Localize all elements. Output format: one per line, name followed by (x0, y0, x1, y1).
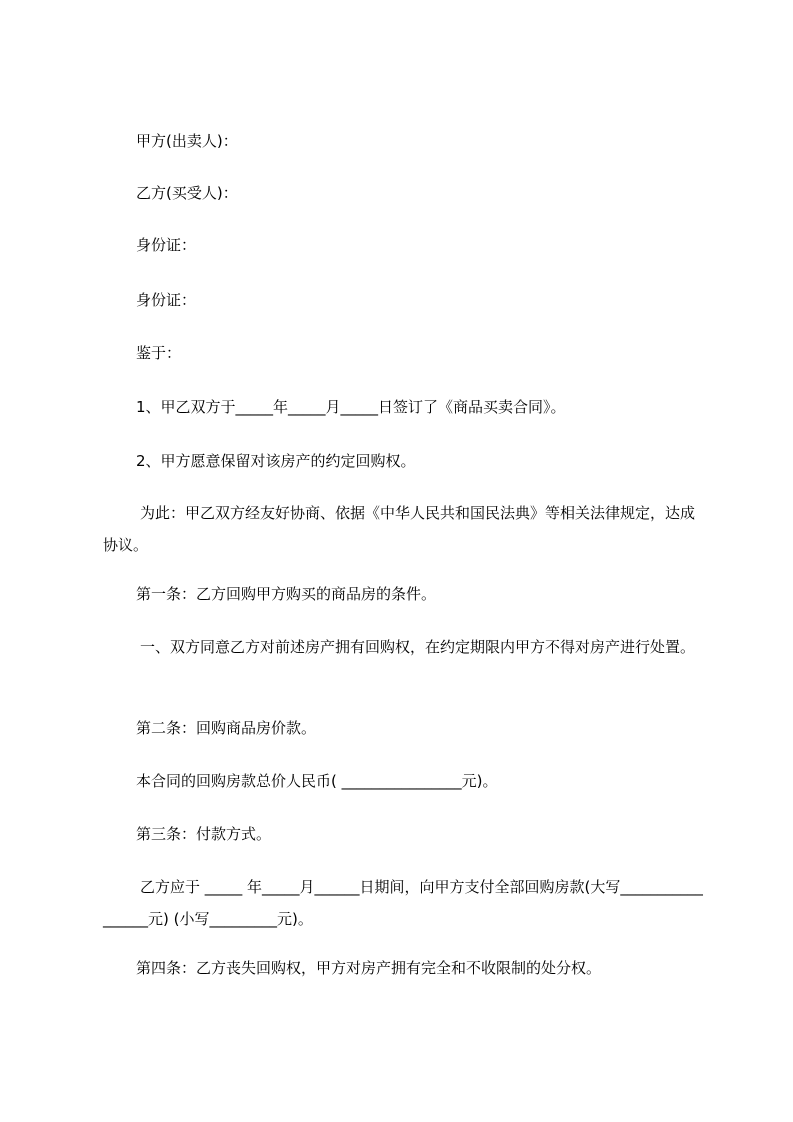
party-a-line: 甲方(出卖人)： (136, 132, 238, 150)
article-2-title: 第二条：回购商品房价款。 (136, 719, 317, 737)
article-3-body: 乙方应于 _____ 年_____月______日期间，向甲方支付全部回购房款(大写_________________元) (小写_________元)。 (103, 878, 703, 928)
recital-2-line: 2、甲方愿意保留对该房产的约定回购权。 (136, 452, 416, 470)
article-3-title: 第三条：付款方式。 (136, 825, 272, 843)
article-1-body: 一、双方同意乙方对前述房产拥有回购权，在约定期限内甲方不得对房产进行处置。 (140, 638, 696, 656)
article-1-title: 第一条：乙方回购甲方购买的商品房的条件。 (136, 585, 437, 603)
whereas-line: 鉴于： (136, 344, 182, 362)
party-b-line: 乙方(买受人)： (136, 184, 238, 202)
id-card-b-line: 身份证： (136, 291, 197, 309)
article-4-title: 第四条：乙方丧失回购权，甲方对房产拥有完全和不收限制的处分权。 (136, 959, 602, 977)
article-2-body: 本合同的回购房款总价人民币( ________________元)。 (136, 772, 498, 790)
agreement-intro-paragraph: 为此：甲乙双方经友好协商、依据《中华人民共和国民法典》等相关法律规定，达成协议。 (103, 504, 696, 554)
recital-1-line: 1、甲乙双方于_____年_____月_____日签订了《商品买卖合同》。 (136, 398, 566, 416)
id-card-a-line: 身份证： (136, 236, 197, 254)
